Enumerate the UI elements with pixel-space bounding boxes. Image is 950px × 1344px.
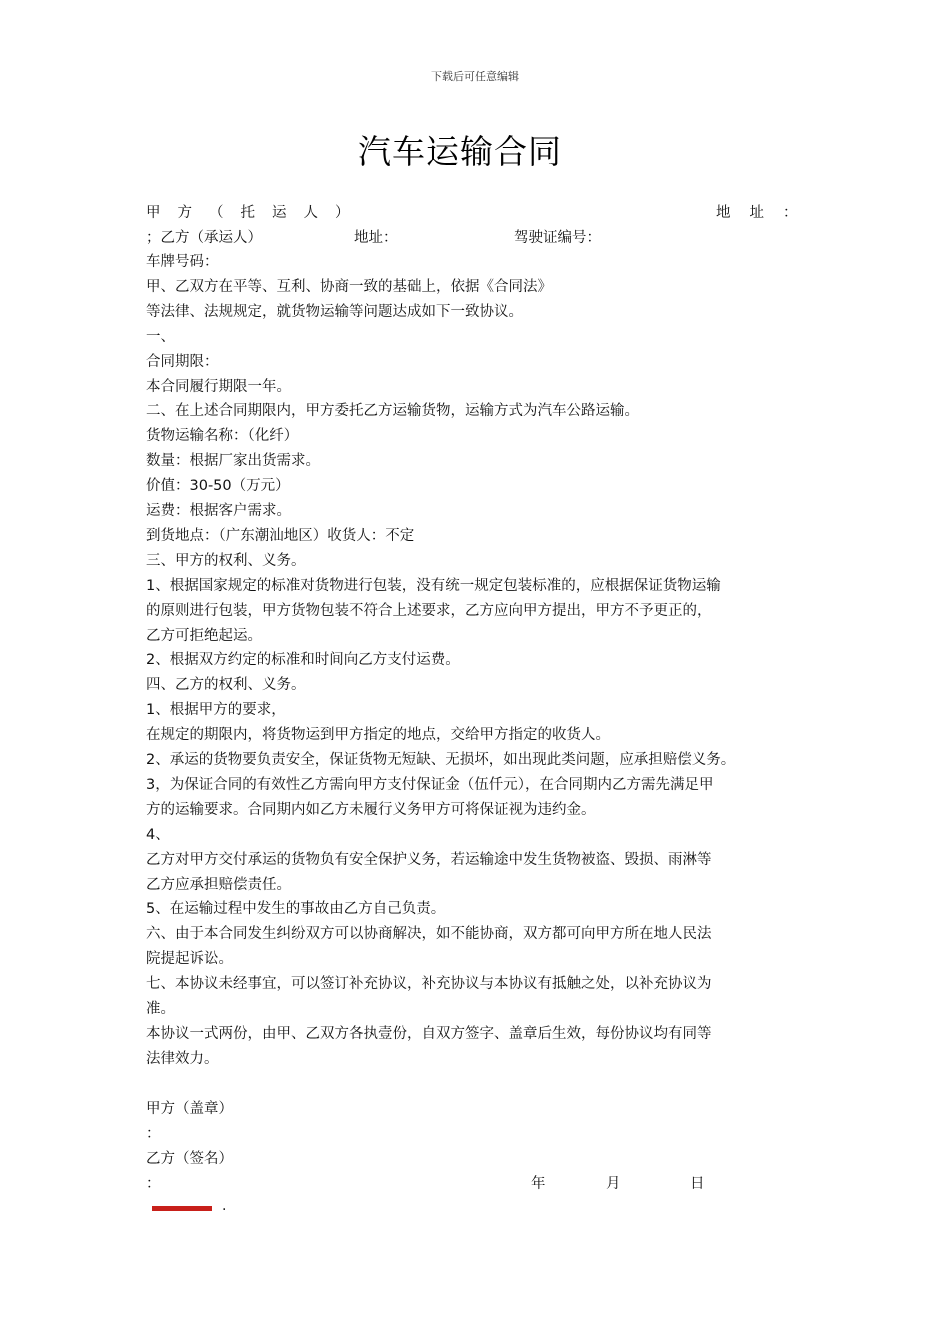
date-day-label: 日 bbox=[690, 1176, 705, 1192]
contract-line: 乙方对甲方交付承运的货物负有安全保护义务，若运输途中发生货物被盗、毁损、雨淋等 bbox=[146, 852, 712, 868]
party-a-address-label: 地址： bbox=[716, 205, 817, 221]
party-a-label: 甲方（托运人） bbox=[146, 205, 367, 221]
contract-line: 价值：30-50（万元） bbox=[146, 478, 290, 494]
contract-line: 2、根据双方约定的标准和时间向乙方支付运费。 bbox=[146, 652, 460, 668]
contract-line: 本协议一式两份，由甲、乙双方各执壹份，自双方签字、盖章后生效，每份协议均有同等 bbox=[146, 1026, 712, 1042]
header-note: 下载后可任意编辑 bbox=[431, 70, 519, 83]
contract-line: 5、在运输过程中发生的事故由乙方自己负责。 bbox=[146, 901, 446, 917]
contract-line: 本合同履行期限一年。 bbox=[146, 379, 291, 395]
contract-line: 在规定的期限内，将货物运到甲方指定的地点，交给甲方指定的收货人。 bbox=[146, 727, 610, 743]
contract-line: 七、本协议未经事宜，可以签订补充协议，补充协议与本协议有抵触之处，以补充协议为 bbox=[146, 976, 712, 992]
contract-line: 一、 bbox=[146, 329, 175, 345]
party-b-label: ；乙方（承运人） bbox=[146, 230, 262, 246]
document-title: 汽车运输合同 bbox=[358, 132, 562, 171]
date-line bbox=[146, 1174, 826, 1194]
party-a-line bbox=[146, 203, 826, 223]
red-stamp-mark bbox=[152, 1206, 212, 1211]
party-b-sign-label: 乙方（签名） bbox=[146, 1151, 233, 1167]
contract-line: 货物运输名称：（化纤） bbox=[146, 428, 299, 444]
contract-line: 3，为保证合同的有效性乙方需向甲方支付保证金（伍仟元），在合同期内乙方需先满足甲 bbox=[146, 777, 714, 793]
contract-line: 2、承运的货物要负责安全，保证货物无短缺、无损坏，如出现此类问题，应承担赔偿义务。 bbox=[146, 752, 736, 768]
contract-line: 院提起诉讼。 bbox=[146, 951, 233, 967]
contract-line: 等法律、法规规定，就货物运输等问题达成如下一致协议。 bbox=[146, 304, 523, 320]
contract-line: 准。 bbox=[146, 1001, 175, 1017]
contract-line: 二、在上述合同期限内，甲方委托乙方运输货物，运输方式为汽车公路运输。 bbox=[146, 403, 639, 419]
party-a-colon: ： bbox=[146, 1126, 161, 1142]
party-b-address-label: 地址： bbox=[354, 230, 398, 246]
contract-line: 数量：根据厂家出货需求。 bbox=[146, 453, 320, 469]
driver-license-label: 驾驶证编号： bbox=[514, 230, 601, 246]
contract-line: 乙方可拒绝起运。 bbox=[146, 628, 262, 644]
contract-line: 方的运输要求。合同期内如乙方未履行义务甲方可将保证视为违约金。 bbox=[146, 802, 596, 818]
contract-line: 乙方应承担赔偿责任。 bbox=[146, 877, 291, 893]
party-b-line bbox=[146, 228, 826, 248]
contract-line: 1、根据国家规定的标准对货物进行包装，没有统一规定包装标准的，应根据保证货物运输 bbox=[146, 578, 721, 594]
contract-line: 到货地点：（广东潮汕地区）收货人：不定 bbox=[146, 528, 415, 544]
trailing-dot: . bbox=[222, 1198, 227, 1214]
contract-line: 运费：根据客户需求。 bbox=[146, 503, 291, 519]
party-a-seal-label: 甲方（盖章） bbox=[146, 1101, 233, 1117]
contract-line: 4、 bbox=[146, 827, 170, 843]
contract-line: 甲、乙双方在平等、互利、协商一致的基础上，依据《合同法》 bbox=[146, 279, 552, 295]
contract-line: 法律效力。 bbox=[146, 1051, 219, 1067]
contract-line: 的原则进行包装，甲方货物包装不符合上述要求，乙方应向甲方提出，甲方不予更正的， bbox=[146, 603, 712, 619]
date-year-label: 年 bbox=[531, 1176, 546, 1192]
date-month-label: 月 bbox=[606, 1176, 621, 1192]
contract-line: 三、甲方的权利、义务。 bbox=[146, 553, 306, 569]
contract-line: 1、根据甲方的要求， bbox=[146, 702, 286, 718]
party-b-colon: ： bbox=[146, 1176, 161, 1192]
contract-line: 车牌号码： bbox=[146, 254, 219, 270]
contract-line: 六、由于本合同发生纠纷双方可以协商解决，如不能协商，双方都可向甲方所在地人民法 bbox=[146, 926, 712, 942]
contract-line: 四、乙方的权利、义务。 bbox=[146, 677, 306, 693]
contract-line: 合同期限： bbox=[146, 354, 219, 370]
